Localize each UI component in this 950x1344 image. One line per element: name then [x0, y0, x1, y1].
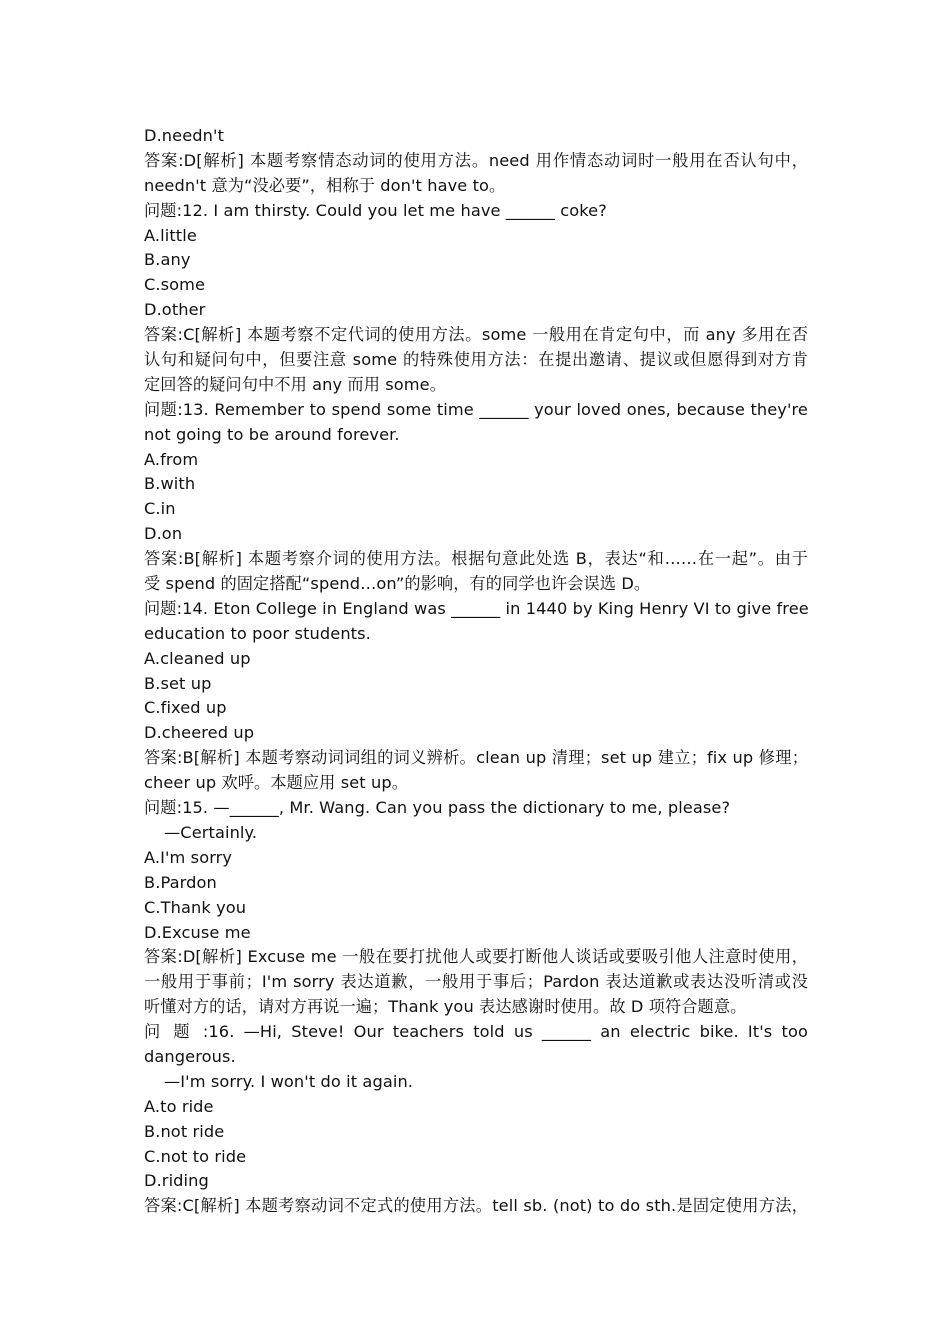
option-line: B.with [144, 474, 196, 494]
option-line: A.cleaned up [144, 648, 251, 668]
document-body [144, 124, 808, 1219]
option-line: C.not to ride [144, 1146, 247, 1166]
option-line: A.little [144, 225, 197, 245]
option-line: D.cheered up [144, 723, 255, 743]
answer-line: 答案:D[解析] 本题考察情态动词的使用方法。need 用作情态动词时一般用在否认句中， [144, 150, 808, 170]
option-line: C.Thank you [144, 897, 247, 917]
answer-line: 答案:B[解析] 本题考察介词的使用方法。根据句意此处选 B，表达“和……在一起”。由于 [144, 549, 808, 569]
question-line: not going to be around forever. [144, 424, 400, 444]
answer-line: 一般用于事前；I'm sorry 表达道歉，一般用于事后；Pardon 表达道歉或表达没听清或没 [144, 972, 808, 992]
option-line: D.riding [144, 1171, 209, 1191]
option-line: B.set up [144, 673, 212, 693]
answer-line: needn't 意为“没必要”，相称于 don't have to。 [144, 175, 506, 195]
question-line: 问 题 :16. —Hi, Steve! Our teachers told us ______ an electric bike. It's too [144, 1022, 808, 1042]
option-line: D.other [144, 300, 206, 320]
answer-line: 答案:C[解析] 本题考察动词不定式的使用方法。tell sb. (not) to do sth.是固定使用方法， [144, 1196, 808, 1216]
answer-line: 定回答的疑问句中不用 any 而用 some。 [144, 374, 446, 394]
option-line: B.Pardon [144, 872, 217, 892]
option-line: A.to ride [144, 1096, 214, 1116]
answer-line: 受 spend 的固定搭配“spend…on”的影响，有的同学也许会误选 D。 [144, 574, 651, 594]
option-line: A.I'm sorry [144, 847, 233, 867]
answer-line: 答案:D[解析] Excuse me 一般在要打扰他人或要打断他人谈话或要吸引他人注意时使用， [144, 947, 808, 967]
question-line: 问题:14. Eton College in England was ______ in 1440 by King Henry VI to give free [144, 598, 809, 618]
option-line: C.some [144, 275, 206, 295]
question-line: education to poor students. [144, 623, 371, 643]
option-line: D.Excuse me [144, 922, 251, 942]
option-line: C.in [144, 499, 176, 519]
question-line: 问题:15. —______, Mr. Wang. Can you pass the dictionary to me, please? [144, 798, 731, 818]
option-line: B.any [144, 250, 191, 270]
answer-line: cheer up 欢呼。本题应用 set up。 [144, 773, 409, 793]
option-line: A.from [144, 449, 199, 469]
option-line: D.needn't [144, 126, 225, 145]
answer-line: 听懂对方的话，请对方再说一遍；Thank you 表达感谢时使用。故 D 项符合题意。 [144, 997, 747, 1017]
option-line: B.not ride [144, 1121, 225, 1141]
question-line: dangerous. [144, 1046, 236, 1066]
answer-line: 认句和疑问句中，但要注意 some 的特殊使用方法：在提出邀请、提议或但愿得到对方肯 [144, 350, 808, 370]
question-line: 问题:13. Remember to spend some time ______ your loved ones, because they're [144, 399, 808, 419]
question-line: —Certainly. [164, 822, 258, 842]
option-line: D.on [144, 524, 183, 544]
answer-line: 答案:B[解析] 本题考察动词词组的词义辨析。clean up 清理；set up 建立；fix up 修理； [144, 748, 808, 768]
question-line: 问题:12. I am thirsty. Could you let me have ______ coke? [144, 200, 607, 220]
question-line: —I'm sorry. I won't do it again. [164, 1071, 414, 1091]
answer-line: 答案:C[解析] 本题考察不定代词的使用方法。some 一般用在肯定句中，而 any 多用在否 [144, 325, 808, 345]
option-line: C.fixed up [144, 698, 227, 718]
